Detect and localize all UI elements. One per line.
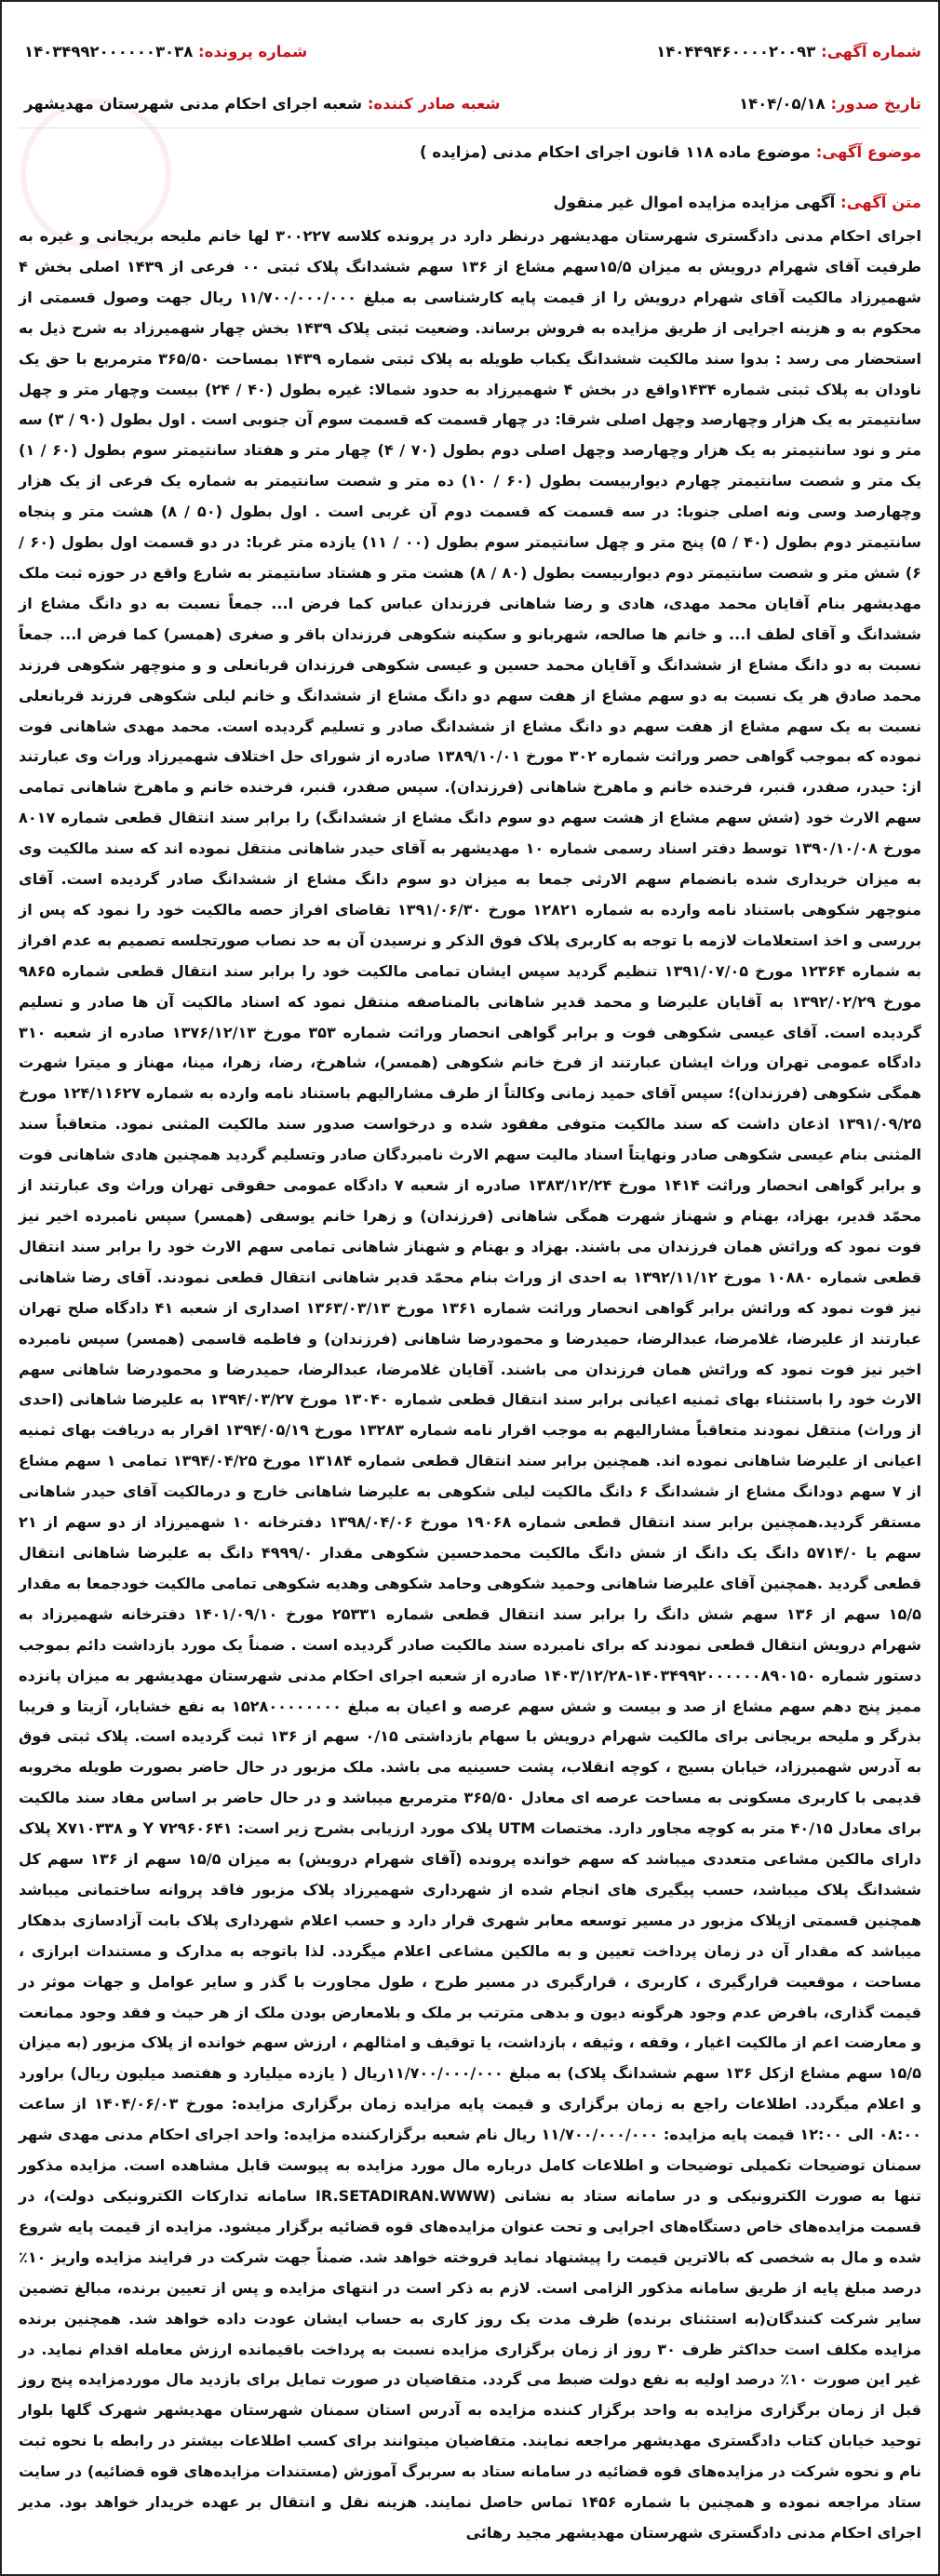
issue-date-value: ۱۴۰۴/۰۵/۱۸ — [739, 95, 826, 113]
ad-title: آگهی مزایده مزایده اموال غیر منقول — [553, 194, 836, 211]
issuing-branch-label: شعبه صادر کننده: — [367, 95, 501, 113]
ad-body-text: اجرای احکام مدنی دادگستری شهرستان مهدیشهر درنظر دارد در پرونده کلاسه ۳۰۰۲۲۷ لها خانم ملیحه بریجانی و غیره به طرفیت آقای شهرام درویش به میزان ۱۵/۵سهم مشاع از ۱۳۶ سهم ششدانگ پلاک ثبتی ۰۰ فرعی از ۱۴۳۹ اصلی بخش ۴ شهمیرزاد مالکیت آقای شهرام درویش را از قیمت پایه کارشناسی به مبلغ ۱۱/۷۰۰/۰۰۰/۰۰۰ ریال جهت وصول قسمتی از محکوم به و هزینه اجرایی از طریق مزایده به فروش برساند. وضعیت ثبتی پلاک ۱۴۳۹ بخش چهار شهمیرزاد به شرح ذیل به استحضار می رسد : بدوا سند مالکیت ششدانگ یکباب طویله به پلاک ثبتی شماره ۱۴۳۹ بمساحت ۳۶۵/۵۰ مترمربع با حق یک ناودان به پلاک ثبتی شماره ۱۴۳۴واقع در بخش ۴ شهمیرزاد به حدود شمالا: غیره بطول (۴۰ / ۲۴) بیست وچهار متر و چهل سانتیمتر به یک هزار وچهارصد وچهل اصلی شرقا: در چهار قسمت که قسمت سوم آن جنوبی است . اول بطول (۹۰ / ۳) سه متر و نود سانتیمتر به یک هزار وچهارصد وچهل اصلی دوم بطول (۷۰ / ۴) چهار متر و هفتاد سانتیمتر سوم بطول (۶۰ / ۱) یک متر و شصت سانتیمتر چهارم دیواربیست بطول (۶۰ / ۱۰) ده متر و شصت سانتیمتر به شماره یک فرعی از یک هزار وچهارصد وسی ونه اصلی جنوبا: در سه قسمت که قسمت دوم آن غربی است . اول بطول (۵۰ / ۸) هشت متر و پنجاه سانتیمتر دوم بطول (۴۰ / ۵) پنج متر و چهل سانتیمتر سوم بطول (۰۰ / ۱۱) یازده متر غربا: در دو قسمت اول بطول (۶۰ / ۶) شش متر و شصت سانتیمتر دوم دیواربیست بطول (۸۰ / ۸) هشت متر و هشتاد سانتیمتر به شارع واقع در حوزه ثبت ملک مهدیشهر بنام آقایان محمد مهدی، هادی و رضا شاهانی فرزندان عباس کما فرض ا... جمعاً نسبت به دو دانگ مشاع از ششدانگ و آقای لطف ا... و خانم ها صالحه، شهربانو و سکینه شکوهی فرزندان باقر و صغری (همسر) کما فرض ا... جمعاً نسبت به دو دانگ مشاع از ششدانگ و آقایان محمد حسین و عیسی شکوهی فرزندان قربانعلی و و منوچهر شکوهی فرزند محمد صادق هر یک نسبت به دو سهم مشاع از هفت سهم دو دانگ مشاع از ششدانگ و خانم لیلی شکوهی فرزند قربانعلی نسبت به یک سهم مشاع از هفت سهم دو دانگ مشاع از ششدانگ صادر و تسلیم گردیده است. محمد مهدی شاهانی فوت نموده که بموجب گواهی حصر وراثت شماره ۳۰۲ مورخ ۱۳۸۹/۱۰/۰۱ صادره از شورای حل اختلاف شهمیرزاد وراث وی عبارتند از: حیدر، صفدر، قنبر، فرخنده خانم و ماهرخ شاهانی (فرزندان). سپس صفدر، قنبر، فرخنده خانم و ماهرخ شاهانی تمامی سهم الارث خود (شش سهم مشاع از هشت سهم دو سوم دانگ مشاع از ششدانگ) را برابر سند انتقال قطعی شماره ۸۰۱۷ مورخ ۱۳۹۰/۱۰/۰۸ توسط دفتر اسناد رسمی شماره ۱۰ مهدیشهر به آقای حیدر شاهانی منتقل نموده اند که سند مالکیت وی به میزان خریداری شده بانضمام سهم الارثی جمعا به میزان دو سوم دانگ مشاع از ششدانگ صادر گردیده است. آقای منوچهر شکوهی باستناد نامه وارده به شماره ۱۲۸۲۱ مورخ ۱۳۹۱/۰۶/۳۰ تقاضای افراز حصه مالکیت خود را نمود که پس از بررسی و اخذ استعلامات لازمه با توجه به کاربری پلاک فوق الذکر و نرسیدن آن به حد نصاب صورتجلسه تصمیم به عدم افراز به شماره ۱۲۳۶۴ مورخ ۱۳۹۱/۰۷/۰۵ تنظیم گردید سپس ایشان تمامی مالکیت خود را برابر سند انتقال قطعی شماره ۹۸۶۵ مورخ ۱۳۹۲/۰۲/۲۹ به آقایان علیرضا و محمد قدیر شاهانی بالمناصفه منتقل نمود که اسناد مالکیت آن ها صادر و تسلیم گردیده است. آقای عیسی شکوهی فوت و برابر گواهی انحصار وراثت شماره ۳۵۳ مورخ ۱۳۷۶/۱۲/۱۳ صادره از شعبه ۳۱۰ دادگاه عمومی تهران وراث ایشان عبارتند از فرخ خانم شکوهی (همسر)، شاهرخ، رضا، زهرا، مینا، مهناز و میترا شهرت همگی شکوهی (فرزندان)؛ سپس آقای حمید زمانی وکالتاً از طرف مشارالیهم باستناد نامه وارده به شماره ۱۲۴/۱۱۶۲۷ مورخ ۱۳۹۱/۰۹/۲۵ اذعان داشت که سند مالکیت متوفی مفقود شده و درخواست صدور سند مالکیت المثنی نمود. متعاقباً سند المثنی بنام عیسی شکوهی صادر ونهایتاً اسناد مالیت سهم الارث نامبردگان صادر وتسلیم گردید همچنین هادی شاهانی فوت و برابر گواهی انحصار وراثت ۱۴۱۴ مورخ ۱۳۸۳/۱۲/۲۴ صادره از شعبه ۷ دادگاه عمومی حقوقی تهران وراث وی عبارتند از محمّد قدیر، بهزاد، بهنام و شهناز شهرت همگی شاهانی (فرزندان) و زهرا خانم یوسفی (همسر) سپس نامبرده اخیر نیز فوت نمود که وراثش همان فرزندان می باشند. بهزاد و بهنام و شهناز شاهانی تمامی سهم الارث خود را برابر سند انتقال قطعی شماره ۱۰۸۸۰ مورخ ۱۳۹۲/۱۱/۱۲ به احدی از وراث بنام محمّد قدیر شاهانی انتقال قطعی نمودند. آقای رضا شاهانی نیز فوت نمود که وراثش برابر گواهی انحصار وراثت شماره ۱۳۶۱ مورخ ۱۳۶۳/۰۳/۱۳ اصداری از شعبه ۴۱ دادگاه صلح تهران عبارتند از علیرضا، غلامرضا، عبدالرضا، حمیدرضا و محمودرضا شاهانی (فرزندان) و فاطمه قاسمی (همسر) سپس نامبرده اخیر نیز فوت نمود که وراثش همان فرزندان می باشند. آقایان غلامرضا، عبدالرضا، حمیدرضا و محمودرضا شاهانی سهم الارث خود را باستثناء بهای ثمنیه اعیانی برابر سند انتقال قطعی شماره ۱۳۰۴۰ مورخ ۱۳۹۴/۰۳/۲۷ به علیرضا شاهانی (احدی از وراث) منتقل نمودند متعاقباً مشارالیهم به موجب اقرار نامه شماره ۱۳۲۸۳ مورخ ۱۳۹۴/۰۵/۱۹ اقرار به دریافت بهای ثمنیه اعیانی از علیرضا شاهانی نموده اند. همچنین برابر سند انتقال قطعی شماره ۱۳۱۸۴ مورخ ۱۳۹۴/۰۴/۲۵ تمامی ۱ سهم مشاع از ۷ سهم دودانگ مشاع از ششدانگ ۶ دانگ مالکیت لیلی شکوهی به علیرضا شاهانی خارج و درمالکیت آقای حیدر شاهانی مستقر گردید.همچنین برابر سند انتقال قطعی شماره ۱۹۰۶۸ مورخ ۱۳۹۸/۰۴/۰۶ دفترخانه ۱۰ شهمیرزاد از دو سهم از ۲۱ سهم یا ۵۷۱۴/۰ دانگ یک دانگ از شش دانگ مالکیت محمدحسین شکوهی مقدار ۴۹۹۹/۰ دانگ به علیرضا شاهانی انتقال قطعی گردید .همچنین آقای علیرضا شاهانی وحمید شکوهی وحامد شکوهی وهدیه شکوهی تمامی مالکیت خودجمعا به مقدار ۱۵/۵ سهم از ۱۳۶ سهم شش دانگ را برابر سند انتقال قطعی شماره ۲۵۳۳۱ مورخ ۱۴۰۱/۰۹/۱۰ دفترخانه شهمیرزاد به شهرام درویش انتقال قطعی نمودند که برای نامبرده سند مالکیت صادر گردیده است . ضمناً یک مورد بازداشت دائم بموجب دستور شماره ۱۴۰۳۴۹۹۲۰۰۰۰۰۰۸۹۰۱۵۰-۱۴۰۳/۱۲/۲۸ صادره از شعبه اجرای احکام مدنی شهرستان مهدیشهر به میزان پانزده ممیز پنج دهم سهم مشاع از صد و بیست و شش سهم عرصه و اعیان به مبلغ ۱۵۲۸۰۰۰۰۰۰۰۰ به نفع خشایار، آزیتا و فریبا بذرگر و ملیحه بریجانی برای مالکیت شهرام درویش با سهام بازداشتی ۰/۱۵ سهم از ۱۳۶ ثبت گردیده است. پلاک ثبتی فوق به آدرس شهمیرزاد، خیابان بسیج ، کوچه انقلاب، پشت حسینیه می باشد. ملک مزبور در حال حاضر بصورت طویله مخروبه قدیمی با کاربری مسکونی به مساحت عرصه ای معادل ۳۶۵/۵۰ مترمربع میباشد و در حال حاضر بر اساس مفاد سند مالکیت برای معادل ۴۰/۱۵ متر به کوچه مجاور دارد. مختصات UTM پلاک مورد ارزیابی بشرح زیر است: ۷۲۹۶۰۶۴۱ Y و X۷۱۰۳۳۸ پلاک دارای مالکین مشاعی متعددی میباشد که سهم خوانده پرونده (آقای شهرام درویش) به میزان ۱۵/۵ سهم از ۱۳۶ سهم کل ششدانگ پلاک میباشد، حسب پیگیری های انجام شده از شهرداری شهمیرزاد پلاک مزبور فاقد پروانه ساختمانی میباشد همچنین قسمتی ازپلاک مزبور در مسیر توسعه معابر شهری قرار دارد و حسب اعلام شهرداری پلاک بابت آزادسازی بدهکار میباشد که مقدار آن در زمان پرداخت تعیین و به مالکین مشاعی اعلام میگردد. لذا باتوجه به مدارک و مستندات ابرازی ، مساحت ، موقعیت قرارگیری ، کاربری ، قرارگیری در مسیر طرح ، طول مجاورت با گذر و سایر عوامل و جهات موثر در قیمت گذاری، بافرض عدم وجود هرگونه دیون و بدهی مترتب بر ملک و بلامعارض بودن ملک از هر حیث و فقد وجود ممانعت و معارضت اعم از مالکیت اغیار ، وقفه ، وثیقه ، بازداشت، یا توقیف و امثالهم ، ارزش سهم خوانده از پلاک مزبور (به میزان ۱۵/۵ سهم مشاع ازکل ۱۳۶ سهم ششدانگ پلاک) به مبلغ ۱۱/۷۰۰/۰۰۰/۰۰۰ریال ( یازده میلیارد و هفتصد میلیون ریال) براورد و اعلام میگردد. اطلاعات راجع به زمان برگزاری و قیمت پایه مزایده زمان برگزاری مزایده: مورخ ۱۴۰۴/۰۶/۰۳ از ساعت ۰۸:۰۰ الی ۱۲:۰۰ قیمت پایه مزایده: ۱۱/۷۰۰/۰۰۰/۰۰۰ ریال نام شعبه برگزارکننده مزایده: واحد اجرای احکام مدنی مهدی شهر سمنان توضیحات تکمیلی توضیحات و اطلاعات کامل درباره مال مورد مزایده به پیوست قابل مشاهده است. مزایده مذکور تنها به صورت الکترونیکی و در سامانه ستاد به نشانی (IR.SETADIRAN.WWW سامانه تدارکات الکترونیکی دولت)، در قسمت مزایده‌های خاص دستگاه‌های اجرایی و تحت عنوان مزایده‌های قوه قضائیه برگزار میشود. مزایده از قیمت پایه شروع شده و مال به شخصی که بالاترین قیمت را پیشنهاد نماید فروخته خواهد شد. ضمناً جهت شرکت در فرایند مزایده واریز ۱۰٪ درصد مبلغ پایه از طریق سامانه مذکور الزامی است. لازم به ذکر است در انتهای مزایده و پس از تعیین برنده، مبالغ تضمین سایر شرکت کنندگان(به استثنای برنده) ظرف مدت یک روز کاری به حساب ایشان عودت داده خواهد شد. همچنین برنده مزایده مکلف است حداکثر ظرف ۳۰ روز از زمان برگزاری مزایده نسبت به پرداخت باقیمانده ارزش معامله اقدام نماید. در غیر این صورت ۱۰٪ درصد اولیه به نفع دولت ضبط می گردد. متقاضیان در صورت تمایل برای بازدید مال موردمزایده پنج روز قبل از زمان برگزاری مزایده به واحد برگزار کننده مزایده به آدرس استان سمنان شهرستان مهدیشهر شهرک گلها بلوار توحید خیابان کتاب دادگستری مهدیشهر مراجعه نمایند. متقاضیان میتوانند برای کسب اطلاعات بیشتر در رابطه با نحوه ثبت نام و نحوه شرکت در مزایده‌های قوه قضائیه در سامانه ستاد به سربرگ آموزش (مستندات مزایده‌های قوه قضائیه) در سایت ستاد مراجعه نموده و همچنین با شماره ۱۴۵۶ تماس حاصل نمایند. هزینه نقل و انتقال بر عهده خریدار خواهد بود. مدیر اجرای احکام مدنی دادگستری شهرستان مهدیشهر مجید رهائی — [19, 227, 922, 2542]
case-number-label: شماره پرونده: — [198, 43, 308, 60]
ad-text-label: متن آگهی: — [840, 194, 921, 211]
subject-text: موضوع ماده ۱۱۸ قانون اجرای احکام مدنی (مزایده ) — [420, 143, 811, 161]
issue-date-label: تاریخ صدور: — [830, 95, 921, 113]
case-number — [24, 43, 307, 60]
subject-label: موضوع آگهی: — [815, 143, 921, 161]
ad-number-value: ۱۴۰۴۴۹۴۶۰۰۰۰۲۰۰۹۳ — [656, 43, 816, 60]
ad-text-row — [19, 194, 921, 211]
issuing-branch — [24, 95, 501, 113]
ad-number — [656, 43, 921, 60]
subject-row — [19, 143, 921, 161]
issue-date — [739, 95, 921, 113]
case-number-value: ۱۴۰۳۴۹۹۲۰۰۰۰۰۰۳۰۳۸ — [24, 43, 194, 60]
ad-number-label: شماره آگهی: — [821, 43, 921, 60]
issuing-branch-value: شعبه اجرای احکام مدنی شهرستان مهدیشهر — [24, 95, 363, 113]
header-divider — [19, 127, 921, 128]
